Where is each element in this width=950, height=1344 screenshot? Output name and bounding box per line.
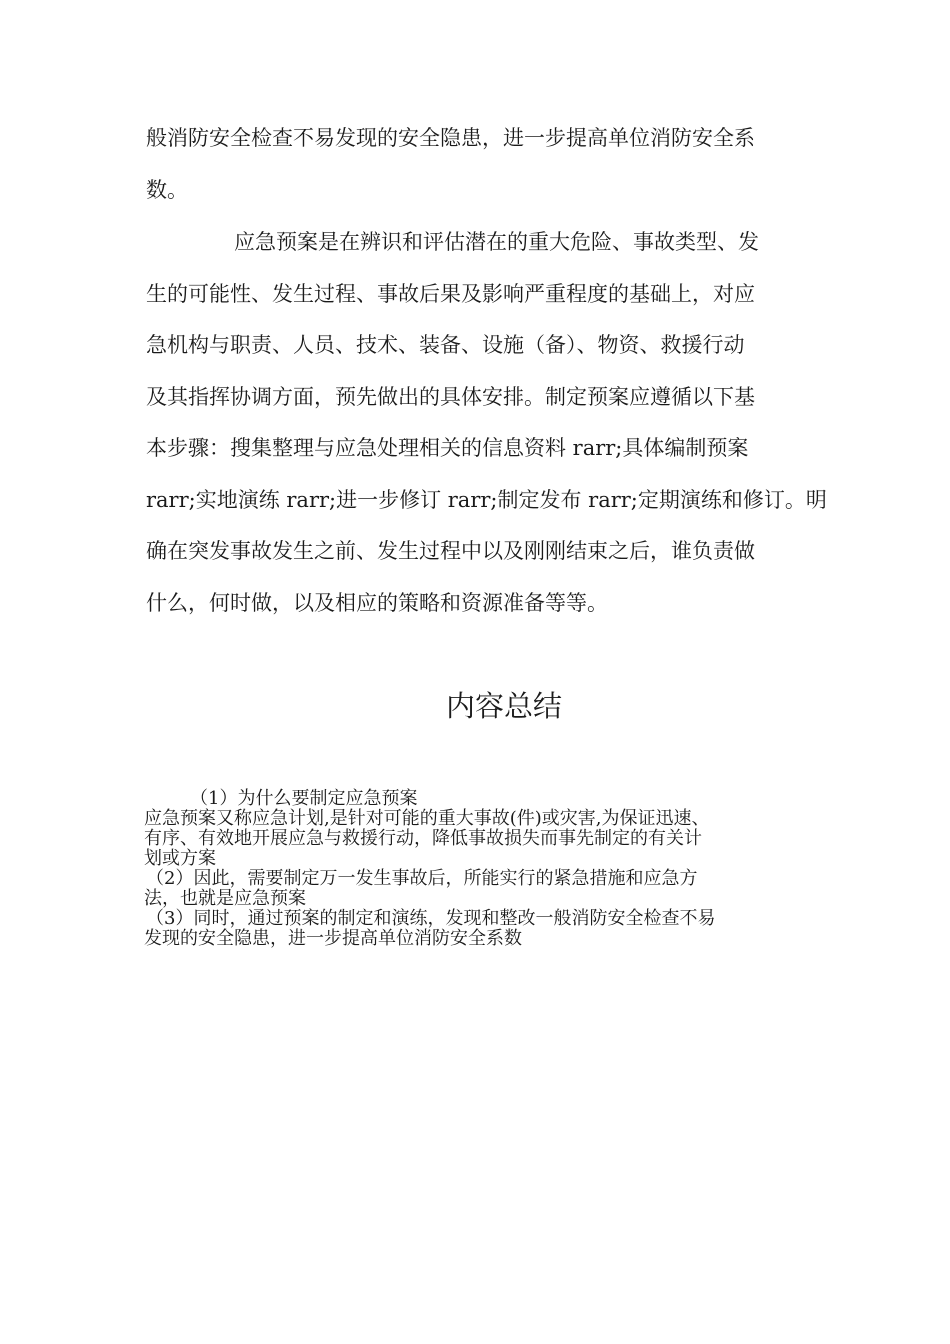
summary-line: 发现的安全隐患，进一步提高单位消防安全系数 [144, 928, 522, 949]
text-line: 急机构与职责、人员、技术、装备、设施（备）、物资、救援行动 [146, 333, 745, 357]
text-line: 本步骤：搜集整理与应急处理相关的信息资料 rarr;具体编制预案 [146, 436, 749, 460]
text-line: 什么，何时做，以及相应的策略和资源准备等等。 [146, 590, 608, 615]
summary-line: 划或方案 [144, 848, 216, 869]
summary-q1-heading: （1）为什么要制定应急预案 [190, 788, 418, 809]
summary-line: 法，也就是应急预案 [144, 888, 306, 909]
text-line: 数。 [146, 177, 188, 202]
text-line: 般消防安全检查不易发现的安全隐患，进一步提高单位消防安全系 [146, 126, 755, 150]
text-line: rarr;实地演练 rarr;进一步修订 rarr;制定发布 rarr;定期演练和修订。明 [146, 487, 827, 512]
text-line: 生的可能性、发生过程、事故后果及影响严重程度的基础上，对应 [146, 281, 755, 306]
summary-line: （3）同时，通过预案的制定和演练，发现和整改一般消防安全检查不易 [146, 908, 716, 929]
emergency-plan-paragraph [146, 217, 827, 629]
text-line: 确在突发事故发生之前、发生过程中以及刚刚结束之后，谁负责做 [146, 539, 755, 563]
text-line: 应急预案是在辨识和评估潜在的重大危险、事故类型、发 [234, 230, 759, 254]
section-title: 内容总结 [445, 689, 562, 723]
continuation-paragraph [146, 113, 806, 216]
summary-line: 有序、有效地开展应急与救援行动，降低事故损失而事先制定的有关计 [144, 828, 702, 849]
summary-line: （2）因此，需要制定万一发生事故后，所能实行的紧急措施和应急方 [146, 868, 698, 889]
summary-block [144, 789, 824, 949]
text-line: 及其指挥协调方面，预先做出的具体安排。制定预案应遵循以下基 [146, 384, 755, 409]
summary-line: 应急预案又称应急计划,是针对可能的重大事故(件)或灾害,为保证迅速、 [144, 808, 710, 829]
